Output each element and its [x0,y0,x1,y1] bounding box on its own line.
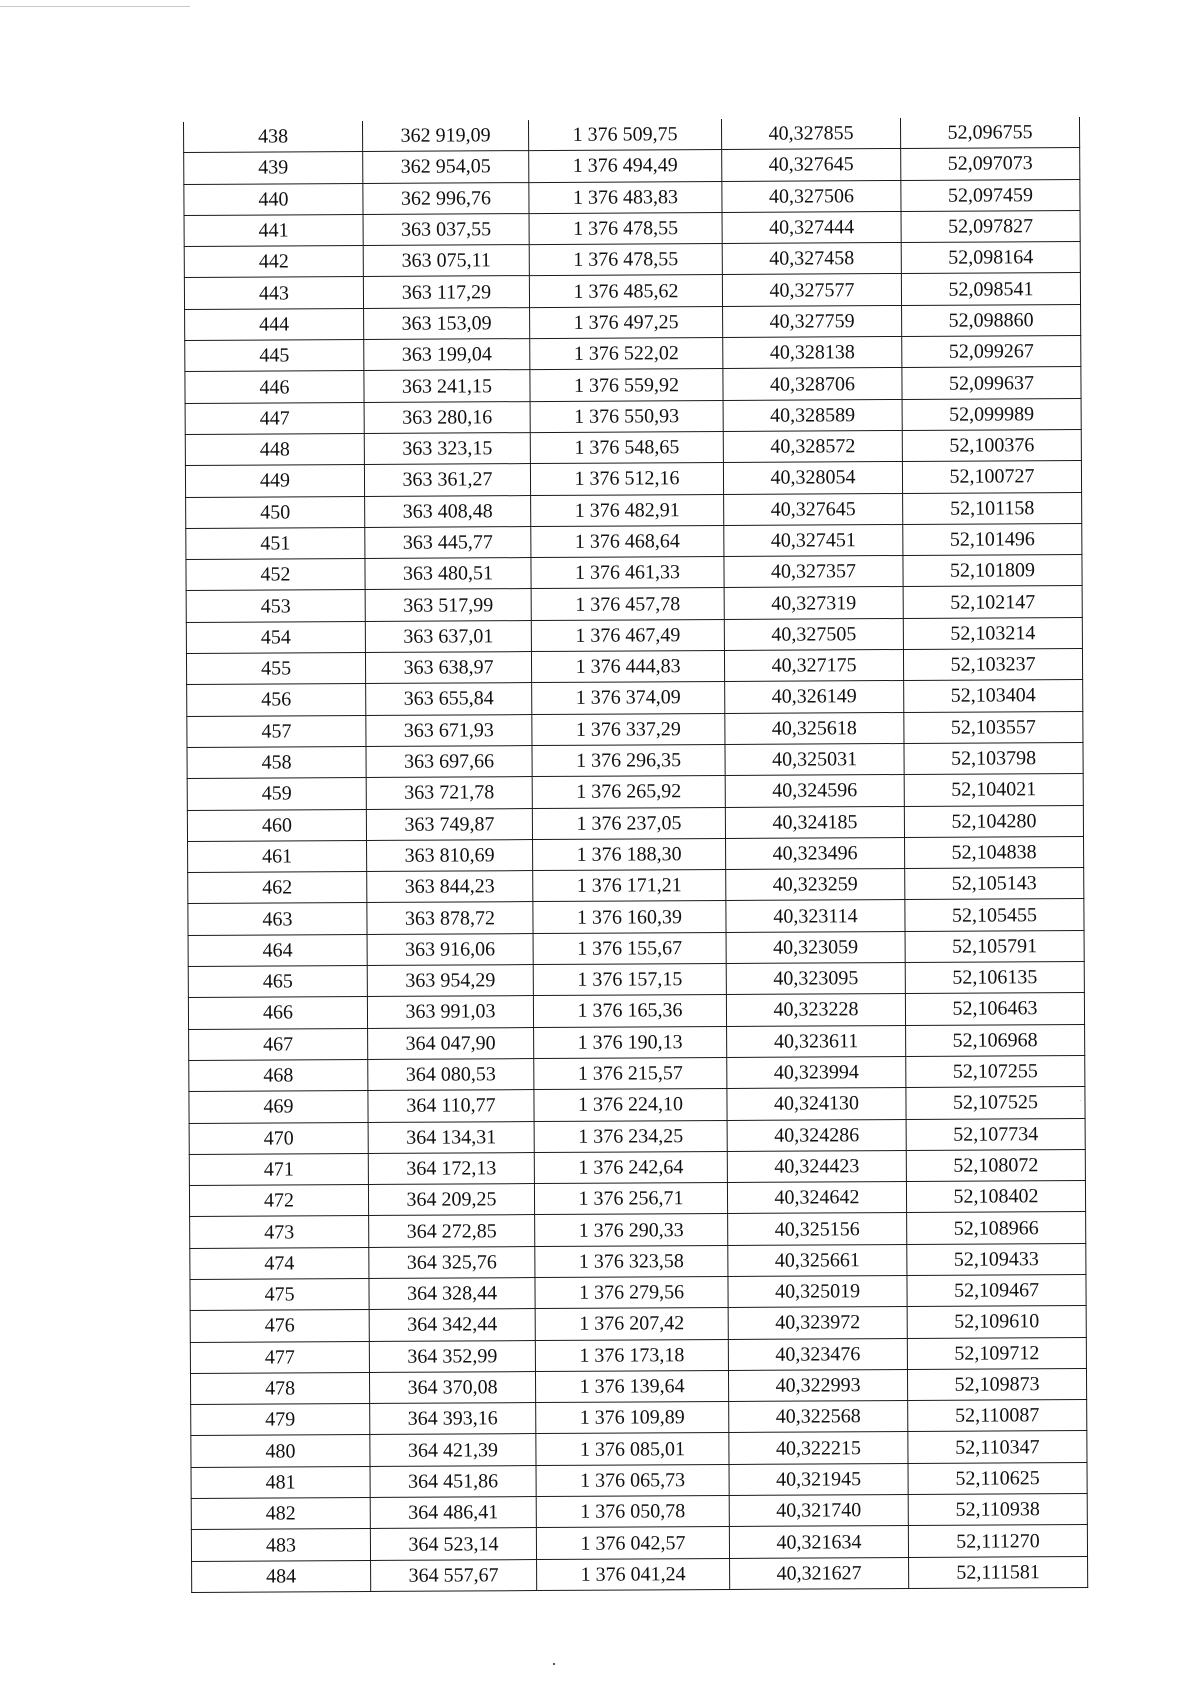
longitude-cell: 52,097073 [901,148,1080,180]
longitude-cell: 52,105455 [905,899,1084,931]
y-coordinate-cell: 1 376 374,09 [532,682,725,714]
y-coordinate-cell: 1 376 109,89 [536,1402,729,1434]
point-number-cell: 476 [190,1310,369,1342]
x-coordinate-cell: 363 199,04 [364,339,530,371]
point-number-cell: 483 [191,1529,370,1561]
point-number-cell: 451 [186,527,365,559]
latitude-cell: 40,325156 [728,1213,907,1245]
y-coordinate-cell: 1 376 155,67 [533,932,726,964]
x-coordinate-cell: 364 209,25 [368,1184,534,1216]
latitude-cell: 40,322568 [729,1401,908,1433]
x-coordinate-cell: 362 996,76 [363,182,529,214]
x-coordinate-cell: 363 655,84 [366,683,532,715]
latitude-cell: 40,325019 [728,1275,907,1307]
point-number-cell: 472 [189,1185,368,1217]
longitude-cell: 52,110625 [908,1462,1087,1494]
table-row [185,367,1081,403]
longitude-cell: 52,109873 [907,1368,1086,1400]
longitude-cell: 52,104838 [905,836,1084,868]
table-row [184,273,1080,309]
latitude-cell: 40,327458 [722,243,901,275]
point-number-cell: 443 [184,277,363,309]
table-row [185,461,1081,497]
table-row [187,805,1083,841]
point-number-cell: 457 [187,715,366,747]
y-coordinate-cell: 1 376 157,15 [533,963,726,995]
table-row [187,742,1083,778]
point-number-cell: 441 [184,214,363,246]
x-coordinate-cell: 364 134,31 [368,1121,534,1153]
x-coordinate-cell: 363 844,23 [367,871,533,903]
x-coordinate-cell: 363 637,01 [365,620,531,652]
longitude-cell: 52,100727 [902,461,1081,493]
table-row [189,1087,1085,1123]
x-coordinate-cell: 363 517,99 [365,589,531,621]
latitude-cell: 40,323114 [726,900,905,932]
y-coordinate-cell: 1 376 522,02 [530,338,723,370]
table-row [184,148,1080,184]
y-coordinate-cell: 1 376 461,33 [531,557,724,589]
longitude-cell: 52,104021 [904,774,1083,806]
longitude-cell: 52,101809 [903,555,1082,587]
point-number-cell: 452 [186,559,365,591]
table-row [185,336,1081,372]
y-coordinate-cell: 1 376 207,42 [535,1308,728,1340]
latitude-cell: 40,323994 [727,1056,906,1088]
table-row [188,868,1084,904]
x-coordinate-cell: 364 110,77 [368,1090,534,1122]
point-number-cell: 444 [185,308,364,340]
longitude-cell: 52,103404 [904,680,1083,712]
longitude-cell: 52,098541 [901,273,1080,305]
x-coordinate-cell: 363 991,03 [367,996,533,1028]
y-coordinate-cell: 1 376 188,30 [533,838,726,870]
table-row [186,586,1082,622]
table-row [190,1337,1086,1373]
y-coordinate-cell: 1 376 256,71 [534,1183,727,1215]
x-coordinate-cell: 363 878,72 [367,902,533,934]
table-row [189,1181,1085,1217]
table-row [186,492,1082,528]
table-row [187,711,1083,747]
y-coordinate-cell: 1 376 279,56 [535,1276,728,1308]
point-number-cell: 470 [189,1122,368,1154]
point-number-cell: 467 [189,1028,368,1060]
point-number-cell: 447 [185,402,364,434]
y-coordinate-cell: 1 376 478,55 [529,244,722,276]
point-number-cell: 459 [187,778,366,810]
x-coordinate-cell: 363 408,48 [365,495,531,527]
x-coordinate-cell: 364 325,76 [369,1246,535,1278]
point-number-cell: 475 [190,1278,369,1310]
longitude-cell: 52,098164 [901,242,1080,274]
y-coordinate-cell: 1 376 512,16 [530,463,723,495]
table-row [183,117,1079,153]
y-coordinate-cell: 1 376 467,49 [531,619,724,651]
y-coordinate-cell: 1 376 290,33 [535,1214,728,1246]
longitude-cell: 52,107525 [906,1087,1085,1119]
coordinates-table [183,117,1088,1593]
x-coordinate-cell: 364 080,53 [368,1058,534,1090]
y-coordinate-cell: 1 376 482,91 [531,494,724,526]
table-row [185,429,1081,465]
x-coordinate-cell: 364 352,99 [369,1340,535,1372]
longitude-cell: 52,098860 [902,304,1081,336]
point-number-cell: 462 [188,872,367,904]
longitude-cell: 52,107734 [906,1118,1085,1150]
y-coordinate-cell: 1 376 085,01 [536,1433,729,1465]
x-coordinate-cell: 363 361,27 [364,464,530,496]
longitude-cell: 52,102147 [903,586,1082,618]
point-number-cell: 466 [188,997,367,1029]
latitude-cell: 40,327759 [723,305,902,337]
point-number-cell: 478 [190,1372,369,1404]
longitude-cell: 52,111270 [908,1525,1087,1557]
y-coordinate-cell: 1 376 242,64 [534,1151,727,1183]
point-number-cell: 474 [190,1247,369,1279]
y-coordinate-cell: 1 376 234,25 [534,1120,727,1152]
table-row [191,1525,1087,1561]
point-number-cell: 481 [191,1466,370,1498]
longitude-cell: 52,099989 [902,398,1081,430]
longitude-cell: 52,111581 [909,1556,1088,1588]
latitude-cell: 40,323095 [726,962,905,994]
latitude-cell: 40,327357 [724,556,903,588]
y-coordinate-cell: 1 376 265,92 [532,776,725,808]
x-coordinate-cell: 362 954,05 [363,151,529,183]
y-coordinate-cell: 1 376 337,29 [532,713,725,745]
point-number-cell: 456 [187,684,366,716]
point-number-cell: 442 [184,246,363,278]
longitude-cell: 52,103237 [903,649,1082,681]
point-number-cell: 477 [190,1341,369,1373]
point-number-cell: 471 [189,1153,368,1185]
longitude-cell: 52,109712 [907,1337,1086,1369]
scan-artifact-bottom-dot [553,1663,555,1665]
point-number-cell: 479 [191,1404,370,1436]
latitude-cell: 40,327645 [722,149,901,181]
point-number-cell: 469 [189,1091,368,1123]
table-row [190,1212,1086,1248]
longitude-cell: 52,108402 [906,1181,1085,1213]
point-number-cell: 440 [184,183,363,215]
latitude-cell: 40,324286 [727,1119,906,1151]
point-number-cell: 454 [186,621,365,653]
latitude-cell: 40,327645 [724,493,903,525]
table-row [191,1431,1087,1467]
latitude-cell: 40,325618 [725,712,904,744]
longitude-cell: 52,108966 [907,1212,1086,1244]
longitude-cell: 52,101496 [903,523,1082,555]
x-coordinate-cell: 364 557,67 [371,1559,537,1591]
y-coordinate-cell: 1 376 296,35 [532,744,725,776]
y-coordinate-cell: 1 376 215,57 [534,1057,727,1089]
table-row [191,1462,1087,1498]
table-row [188,961,1084,997]
longitude-cell: 52,103214 [903,617,1082,649]
x-coordinate-cell: 362 919,09 [362,120,528,152]
point-number-cell: 453 [186,590,365,622]
y-coordinate-cell: 1 376 237,05 [532,807,725,839]
x-coordinate-cell: 363 480,51 [365,558,531,590]
y-coordinate-cell: 1 376 050,78 [536,1496,729,1528]
point-number-cell: 445 [185,340,364,372]
table-row [189,1055,1085,1091]
latitude-cell: 40,328706 [723,368,902,400]
x-coordinate-cell: 363 323,15 [364,433,530,465]
y-coordinate-cell: 1 376 041,24 [537,1558,730,1590]
table-row [192,1556,1088,1592]
longitude-cell: 52,109610 [907,1306,1086,1338]
longitude-cell: 52,105791 [905,930,1084,962]
point-number-cell: 484 [192,1560,371,1592]
table-row [190,1306,1086,1342]
x-coordinate-cell: 364 272,85 [369,1215,535,1247]
x-coordinate-cell: 364 421,39 [370,1434,536,1466]
y-coordinate-cell: 1 376 165,36 [533,995,726,1027]
y-coordinate-cell: 1 376 548,65 [530,431,723,463]
x-coordinate-cell: 364 486,41 [370,1497,536,1529]
latitude-cell: 40,322215 [729,1432,908,1464]
longitude-cell: 52,110087 [908,1400,1087,1432]
latitude-cell: 40,323496 [726,837,905,869]
x-coordinate-cell: 363 037,55 [363,213,529,245]
table-row [184,242,1080,278]
y-coordinate-cell: 1 376 550,93 [530,400,723,432]
y-coordinate-cell: 1 376 497,25 [530,306,723,338]
latitude-cell: 40,327505 [724,618,903,650]
latitude-cell: 40,328589 [723,399,902,431]
table-row [187,774,1083,810]
latitude-cell: 40,323611 [727,1025,906,1057]
latitude-cell: 40,327451 [724,524,903,556]
table-row [186,649,1082,685]
x-coordinate-cell: 363 749,87 [366,808,532,840]
x-coordinate-cell: 363 075,11 [363,245,529,277]
latitude-cell: 40,323972 [728,1307,907,1339]
latitude-cell: 40,321627 [730,1557,909,1589]
y-coordinate-cell: 1 376 485,62 [529,275,722,307]
table-row [190,1368,1086,1404]
table-row [184,210,1080,246]
x-coordinate-cell: 363 153,09 [364,307,530,339]
table-row [184,179,1080,215]
table-row [190,1243,1086,1279]
longitude-cell: 52,110938 [908,1494,1087,1526]
x-coordinate-cell: 363 671,93 [366,714,532,746]
latitude-cell: 40,324642 [727,1182,906,1214]
latitude-cell: 40,324423 [727,1150,906,1182]
point-number-cell: 446 [185,371,364,403]
latitude-cell: 40,321634 [729,1526,908,1558]
x-coordinate-cell: 363 916,06 [367,933,533,965]
x-coordinate-cell: 363 241,15 [364,370,530,402]
latitude-cell: 40,328138 [723,337,902,369]
latitude-cell: 40,327506 [722,180,901,212]
latitude-cell: 40,327175 [724,650,903,682]
y-coordinate-cell: 1 376 139,64 [535,1370,728,1402]
latitude-cell: 40,323476 [728,1338,907,1370]
latitude-cell: 40,323059 [726,931,905,963]
x-coordinate-cell: 363 638,97 [365,652,531,684]
longitude-cell: 52,097827 [901,210,1080,242]
longitude-cell: 52,103557 [904,711,1083,743]
y-coordinate-cell: 1 376 468,64 [531,525,724,557]
y-coordinate-cell: 1 376 171,21 [533,870,726,902]
table-row [191,1494,1087,1530]
longitude-cell: 52,101158 [903,492,1082,524]
table-row [189,1024,1085,1060]
latitude-cell: 40,323259 [726,869,905,901]
point-number-cell: 458 [187,746,366,778]
longitude-cell: 52,104280 [904,805,1083,837]
y-coordinate-cell: 1 376 173,18 [535,1339,728,1371]
longitude-cell: 52,097459 [901,179,1080,211]
x-coordinate-cell: 364 523,14 [370,1528,536,1560]
point-number-cell: 480 [191,1435,370,1467]
latitude-cell: 40,325031 [725,743,904,775]
point-number-cell: 460 [187,809,366,841]
longitude-cell: 52,096755 [900,117,1079,149]
point-number-cell: 449 [185,465,364,497]
table-row [186,555,1082,591]
point-number-cell: 465 [188,965,367,997]
y-coordinate-cell: 1 376 483,83 [529,181,722,213]
y-coordinate-cell: 1 376 478,55 [529,212,722,244]
point-number-cell: 439 [184,152,363,184]
table-row [185,304,1081,340]
longitude-cell: 52,108072 [906,1149,1085,1181]
longitude-cell: 52,106968 [906,1024,1085,1056]
y-coordinate-cell: 1 376 160,39 [533,901,726,933]
latitude-cell: 40,327855 [721,118,900,150]
longitude-cell: 52,100376 [902,429,1081,461]
table-row [186,523,1082,559]
point-number-cell: 461 [188,840,367,872]
x-coordinate-cell: 364 451,86 [370,1465,536,1497]
latitude-cell: 40,324185 [725,806,904,838]
table-row [188,930,1084,966]
point-number-cell: 482 [191,1498,370,1530]
longitude-cell: 52,106463 [905,993,1084,1025]
longitude-cell: 52,109467 [907,1274,1086,1306]
point-number-cell: 455 [186,653,365,685]
y-coordinate-cell: 1 376 457,78 [531,588,724,620]
table-row [188,899,1084,935]
latitude-cell: 40,324596 [725,775,904,807]
x-coordinate-cell: 364 342,44 [369,1309,535,1341]
x-coordinate-cell: 363 117,29 [363,276,529,308]
latitude-cell: 40,321945 [729,1463,908,1495]
table-row [187,680,1083,716]
x-coordinate-cell: 364 172,13 [368,1152,534,1184]
latitude-cell: 40,327577 [722,274,901,306]
latitude-cell: 40,325661 [728,1244,907,1276]
x-coordinate-cell: 363 697,66 [366,745,532,777]
table-row [186,617,1082,653]
latitude-cell: 40,327444 [722,211,901,243]
x-coordinate-cell: 363 810,69 [367,839,533,871]
y-coordinate-cell: 1 376 065,73 [536,1464,729,1496]
point-number-cell: 464 [188,934,367,966]
x-coordinate-cell: 363 445,77 [365,526,531,558]
x-coordinate-cell: 363 280,16 [364,401,530,433]
y-coordinate-cell: 1 376 323,58 [535,1245,728,1277]
table-row [189,1118,1085,1154]
longitude-cell: 52,110347 [908,1431,1087,1463]
table-row [185,398,1081,434]
latitude-cell: 40,322993 [728,1369,907,1401]
point-number-cell: 473 [190,1216,369,1248]
y-coordinate-cell: 1 376 444,83 [531,651,724,683]
x-coordinate-cell: 363 721,78 [366,777,532,809]
longitude-cell: 52,106135 [905,961,1084,993]
point-number-cell: 448 [185,433,364,465]
table-row [188,836,1084,872]
longitude-cell: 52,109433 [907,1243,1086,1275]
longitude-cell: 52,099637 [902,367,1081,399]
longitude-cell: 52,105143 [905,868,1084,900]
table-row [188,993,1084,1029]
x-coordinate-cell: 364 393,16 [370,1403,536,1435]
y-coordinate-cell: 1 376 042,57 [536,1527,729,1559]
x-coordinate-cell: 364 047,90 [368,1027,534,1059]
x-coordinate-cell: 364 328,44 [369,1278,535,1310]
x-coordinate-cell: 363 954,29 [367,965,533,997]
longitude-cell: 52,103798 [904,742,1083,774]
y-coordinate-cell: 1 376 190,13 [534,1026,727,1058]
latitude-cell: 40,328572 [723,430,902,462]
table-row [191,1400,1087,1436]
latitude-cell: 40,323228 [726,994,905,1026]
point-number-cell: 450 [186,496,365,528]
point-number-cell: 463 [188,903,367,935]
y-coordinate-cell: 1 376 559,92 [530,369,723,401]
y-coordinate-cell: 1 376 224,10 [534,1089,727,1121]
point-number-cell: 438 [183,121,362,153]
point-number-cell: 468 [189,1059,368,1091]
table-row [189,1149,1085,1185]
latitude-cell: 40,321740 [729,1495,908,1527]
y-coordinate-cell: 1 376 509,75 [528,119,721,151]
y-coordinate-cell: 1 376 494,49 [529,150,722,182]
coordinates-table-body [183,117,1087,1592]
latitude-cell: 40,327319 [724,587,903,619]
latitude-cell: 40,324130 [727,1088,906,1120]
table-row [190,1274,1086,1310]
latitude-cell: 40,328054 [723,462,902,494]
x-coordinate-cell: 364 370,08 [369,1371,535,1403]
longitude-cell: 52,107255 [906,1055,1085,1087]
scan-artifact-top-left [0,6,190,7]
latitude-cell: 40,326149 [725,681,904,713]
longitude-cell: 52,099267 [902,336,1081,368]
